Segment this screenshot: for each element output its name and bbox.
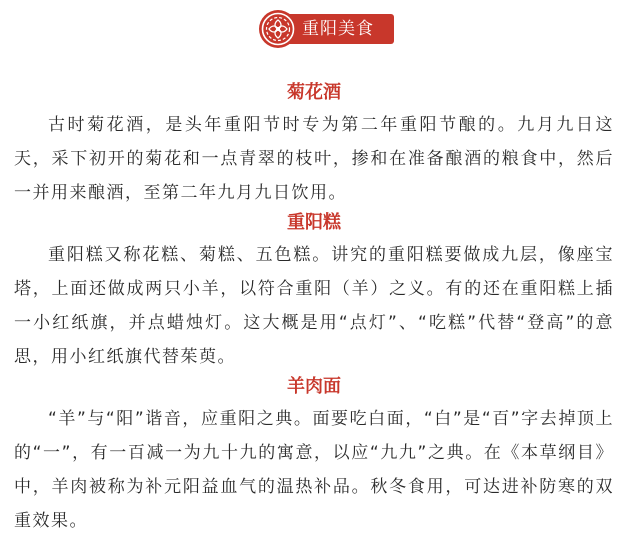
section-text-chongyang-cake: 重阳糕又称花糕、菊糕、五色糕。讲究的重阳糕要做成九层，像座宝塔，上面还做成两只小羊，以符合重阳（羊）之义。有的还在重阳糕上插一小红纸旗，并点蜡烛灯。这大概是用“点灯”、“吃糕”代替“登高”的意思，用小红纸旗代替茱萸。 <box>14 245 614 367</box>
section-text-mutton-noodles: “羊”与“阳”谐音，应重阳之典。面要吃白面，“白”是“百”字去掉顶上的“一”，有一百减一为九十九的寓意，以应“九九”之典。在《本草纲目》中，羊肉被称为补元阳益血气的温热补品。秋冬食用，可达进补防寒的双重效果。 <box>14 409 614 531</box>
article-body <box>14 80 614 538</box>
section-text-chrysanthemum-wine: 古时菊花酒，是头年重阳节时专为第二年重阳节酿的。九月九日这天，采下初开的菊花和一点青翠的枝叶，掺和在准备酿酒的粮食中，然后一并用来酿酒，至第二年九月九日饮用。 <box>14 115 614 203</box>
section-header-badge <box>258 9 374 49</box>
section-title-chrysanthemum-wine: 菊花酒 <box>287 82 341 103</box>
flower-seal-icon <box>258 9 298 49</box>
section-title-chongyang-cake: 重阳糕 <box>287 212 341 233</box>
section-title-mutton-noodles: 羊肉面 <box>287 376 341 397</box>
header-title: 重阳美食 <box>302 19 374 39</box>
